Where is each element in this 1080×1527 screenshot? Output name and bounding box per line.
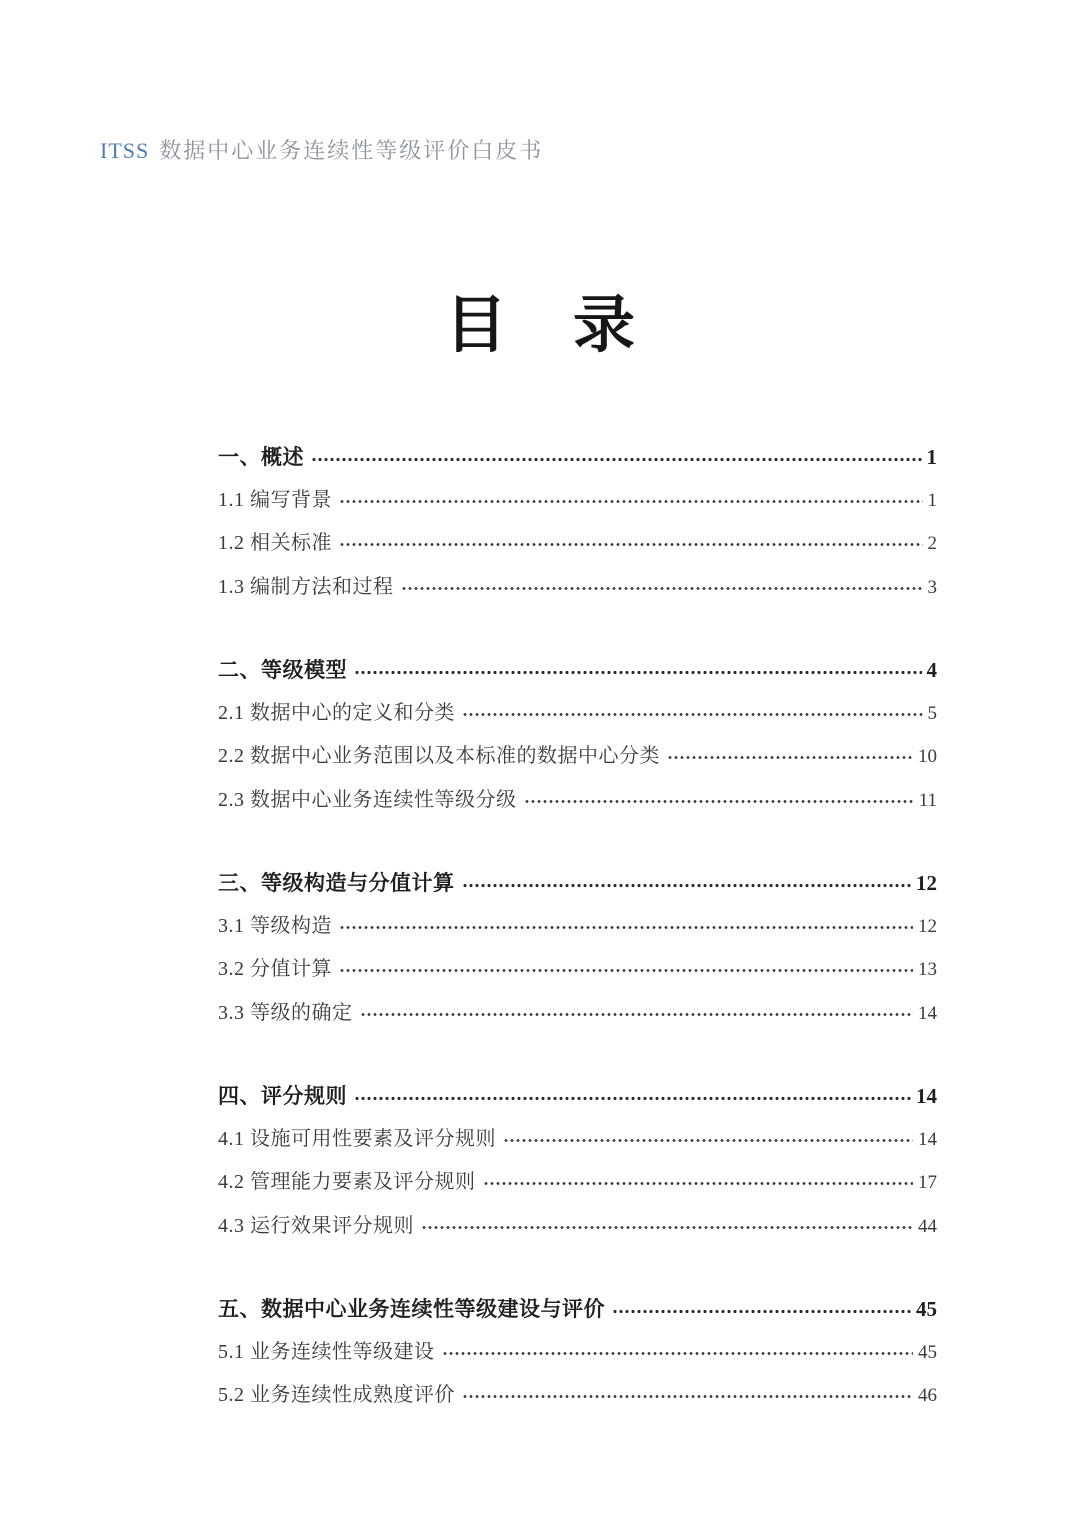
- toc-entry-page: 12: [918, 915, 937, 937]
- toc-entry-page: 44: [918, 1215, 937, 1237]
- toc-entry-page: 14: [918, 1128, 937, 1150]
- toc-entry[interactable]: [218, 1118, 937, 1162]
- toc-entry[interactable]: [218, 992, 937, 1036]
- toc-entry-page: 14: [918, 1002, 937, 1024]
- toc-entry[interactable]: [218, 779, 937, 823]
- page-header: [100, 134, 543, 165]
- toc-entry[interactable]: [218, 1331, 937, 1375]
- toc-entry-label: 4.2 管理能力要素及评分规则: [218, 1171, 476, 1193]
- toc-entry-page: 12: [916, 871, 937, 895]
- dotted-leader: [462, 883, 912, 890]
- toc-entry-label: 2.3 数据中心业务连续性等级分级: [218, 788, 517, 811]
- toc-entry-label: 二、等级模型: [218, 658, 347, 682]
- toc-entry-page: 10: [918, 746, 937, 767]
- toc-entry-label: 2.1 数据中心的定义和分类: [218, 701, 455, 724]
- toc-section: [218, 1288, 937, 1418]
- toc-entry-label: 1.1 编写背景: [218, 488, 332, 511]
- dotted-leader: [354, 670, 922, 677]
- title-char-right: 录: [573, 292, 636, 360]
- toc-entry-label: 三、等级构造与分值计算: [218, 871, 455, 895]
- dotted-leader: [339, 499, 923, 506]
- toc-entry[interactable]: [218, 735, 937, 779]
- toc-entry-page: 1: [926, 445, 937, 469]
- toc-entry-page: 45: [918, 1341, 937, 1363]
- toc-entry-label: 3.1 等级构造: [218, 914, 332, 937]
- toc-entry-page: 13: [918, 959, 937, 980]
- toc-entry[interactable]: [218, 1205, 937, 1249]
- dotted-leader: [524, 799, 914, 806]
- dotted-leader: [462, 1394, 913, 1401]
- dotted-leader: [360, 1012, 914, 1019]
- dotted-leader: [442, 1351, 914, 1358]
- toc-section-heading[interactable]: [218, 1288, 937, 1331]
- toc-entry-page: 46: [918, 1385, 937, 1406]
- dotted-leader: [401, 586, 923, 593]
- dotted-leader: [339, 542, 923, 549]
- toc-entry-label: 3.3 等级的确定: [218, 1001, 353, 1024]
- toc-entry[interactable]: [218, 948, 937, 992]
- dotted-leader: [667, 755, 913, 762]
- table-of-contents: [218, 436, 937, 1418]
- page-title: [0, 292, 1080, 360]
- toc-entry-page: 4: [926, 658, 937, 682]
- toc-section: [218, 862, 937, 1035]
- toc-section-heading[interactable]: [218, 1075, 937, 1118]
- toc-entry-label: 3.2 分值计算: [218, 958, 332, 980]
- toc-entry-label: 1.3 编制方法和过程: [218, 575, 394, 598]
- dotted-leader: [339, 968, 913, 975]
- toc-entry-label: 4.3 运行效果评分规则: [218, 1214, 414, 1237]
- toc-entry-label: 5.2 业务连续性成熟度评价: [218, 1384, 455, 1406]
- dotted-leader: [612, 1309, 911, 1316]
- toc-entry-page: 1: [927, 489, 937, 511]
- toc-entry[interactable]: [218, 522, 937, 566]
- dotted-leader: [462, 712, 923, 719]
- toc-entry-page: 45: [916, 1297, 937, 1321]
- toc-entry[interactable]: [218, 692, 937, 736]
- toc-entry-page: 14: [916, 1084, 937, 1108]
- dotted-leader: [421, 1225, 913, 1232]
- toc-entry[interactable]: [218, 1374, 937, 1418]
- dotted-leader: [339, 925, 913, 932]
- dotted-leader: [311, 457, 922, 464]
- toc-section: [218, 1075, 937, 1248]
- toc-entry-label: 四、评分规则: [218, 1084, 347, 1108]
- toc-entry-page: 5: [927, 702, 937, 724]
- toc-entry[interactable]: [218, 1161, 937, 1205]
- toc-entry-label: 5.1 业务连续性等级建设: [218, 1340, 435, 1363]
- toc-entry-page: 3: [927, 576, 937, 598]
- document-title-text: 数据中心业务连续性等级评价白皮书: [159, 138, 544, 163]
- toc-entry-label: 五、数据中心业务连续性等级建设与评价: [218, 1297, 605, 1321]
- toc-entry-page: 2: [927, 533, 937, 554]
- title-char-left: 目: [444, 292, 507, 360]
- itss-brand-text: ITSS: [100, 138, 150, 163]
- toc-entry[interactable]: [218, 479, 937, 523]
- toc-entry-label: 2.2 数据中心业务范围以及本标准的数据中心分类: [218, 745, 660, 767]
- dotted-leader: [483, 1181, 914, 1188]
- toc-entry-label: 4.1 设施可用性要素及评分规则: [218, 1127, 496, 1150]
- toc-section-heading[interactable]: [218, 649, 937, 692]
- toc-entry-label: 1.2 相关标准: [218, 532, 332, 554]
- toc-section-heading[interactable]: [218, 862, 937, 905]
- toc-section-heading[interactable]: [218, 436, 937, 479]
- toc-entry-label: 一、概述: [218, 445, 304, 469]
- toc-entry-page: 17: [918, 1172, 937, 1193]
- dotted-leader: [354, 1096, 911, 1103]
- toc-section: [218, 649, 937, 822]
- toc-entry[interactable]: [218, 566, 937, 610]
- toc-entry-page: 11: [918, 789, 937, 811]
- toc-entry[interactable]: [218, 905, 937, 949]
- toc-section: [218, 436, 937, 609]
- dotted-leader: [503, 1138, 913, 1145]
